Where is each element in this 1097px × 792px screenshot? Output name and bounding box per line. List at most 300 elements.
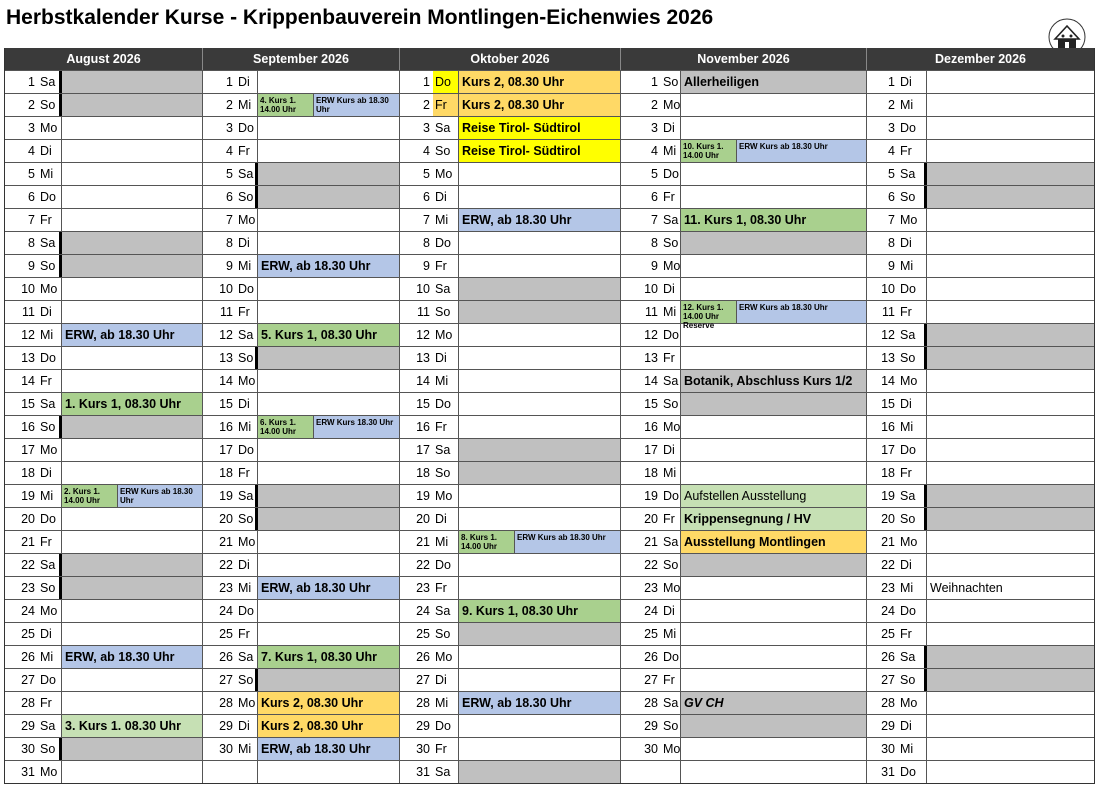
day-cell xyxy=(400,140,621,162)
day-number: 2 xyxy=(651,98,658,112)
day-number: 12 xyxy=(21,328,35,342)
weekday-label: Fr xyxy=(898,462,927,484)
event-empty xyxy=(258,439,399,461)
day-number: 27 xyxy=(644,673,658,687)
weekday-label: Do xyxy=(898,761,927,783)
weekday-label: Fr xyxy=(661,186,681,208)
month-header: August 2026 xyxy=(5,48,203,70)
weekday-label: So xyxy=(38,738,62,760)
day-cell xyxy=(621,692,867,714)
month-header-row xyxy=(5,48,1094,70)
day-cell xyxy=(621,255,867,277)
weekday-label: So xyxy=(898,347,927,369)
day-cell xyxy=(5,370,203,392)
event-empty xyxy=(258,301,399,323)
weekday-label: Mi xyxy=(898,255,927,277)
weekday-label: Sa xyxy=(433,117,459,139)
weekday-label: Mi xyxy=(236,577,258,599)
day-number: 26 xyxy=(644,650,658,664)
event-empty xyxy=(62,71,202,93)
weekday-label: Fr xyxy=(38,209,62,231)
event-empty xyxy=(927,554,1094,576)
weekday-label: Mo xyxy=(38,278,62,300)
day-cell xyxy=(621,94,867,116)
event-label: ERW, ab 18.30 Uhr xyxy=(258,577,399,599)
day-number: 9 xyxy=(28,259,35,273)
day-number: 17 xyxy=(219,443,233,457)
event-empty xyxy=(258,370,399,392)
day-cell xyxy=(400,669,621,691)
event-empty xyxy=(459,186,620,208)
calendar-row xyxy=(5,300,1094,330)
kurs-event: 4. Kurs 1. 14.00 Uhr xyxy=(258,94,314,116)
weekday-label: Fr xyxy=(236,623,258,645)
day-number: 2 xyxy=(423,98,430,112)
day-number: 14 xyxy=(219,374,233,388)
day-number: 23 xyxy=(881,581,895,595)
weekday-label: Di xyxy=(236,393,258,415)
weekday-label: Mo xyxy=(433,163,459,185)
day-number: 25 xyxy=(881,627,895,641)
event-empty xyxy=(62,623,202,645)
day-number: 7 xyxy=(423,213,430,227)
weekday-label: Fr xyxy=(433,577,459,599)
day-cell xyxy=(867,140,1094,162)
day-cell xyxy=(867,186,1094,208)
event-empty xyxy=(258,186,399,208)
day-number: 2 xyxy=(28,98,35,112)
event-empty xyxy=(681,600,866,622)
event-label: ERW, ab 18.30 Uhr xyxy=(459,692,620,714)
day-number: 10 xyxy=(21,282,35,296)
weekday-label: Di xyxy=(661,278,681,300)
day-number: 17 xyxy=(416,443,430,457)
day-number: 15 xyxy=(644,397,658,411)
event-empty xyxy=(62,692,202,714)
event-empty xyxy=(258,531,399,553)
event-empty xyxy=(62,301,202,323)
day-number: 22 xyxy=(21,558,35,572)
month-header: Dezember 2026 xyxy=(934,52,1027,66)
day-number: 22 xyxy=(644,558,658,572)
weekday-label: Mo xyxy=(898,209,927,231)
calendar-row xyxy=(5,116,1094,139)
event-empty xyxy=(258,347,399,369)
calendar-grid xyxy=(4,48,1095,784)
weekday-label: Mo xyxy=(236,209,258,231)
day-cell xyxy=(5,71,203,93)
day-cell xyxy=(867,646,1094,668)
weekday-label: Do xyxy=(433,71,459,93)
day-cell xyxy=(867,347,1094,369)
event-empty xyxy=(62,462,202,484)
day-cell xyxy=(5,278,203,300)
day-cell xyxy=(400,439,621,461)
day-number: 16 xyxy=(219,420,233,434)
day-number: 5 xyxy=(888,167,895,181)
day-number: 26 xyxy=(881,650,895,664)
weekday-label: Di xyxy=(38,623,62,645)
day-number: 25 xyxy=(219,627,233,641)
weekday-label: So xyxy=(433,140,459,162)
day-number: 18 xyxy=(21,466,35,480)
event-empty xyxy=(62,577,202,599)
weekday-label: Di xyxy=(236,715,258,737)
weekday-label: Mo xyxy=(898,370,927,392)
day-number: 26 xyxy=(21,650,35,664)
day-number: 18 xyxy=(881,466,895,480)
day-number: 15 xyxy=(219,397,233,411)
day-cell xyxy=(5,646,203,668)
event-label: 5. Kurs 1, 08.30 Uhr xyxy=(258,324,399,346)
day-number: 23 xyxy=(644,581,658,595)
day-number: 29 xyxy=(644,719,658,733)
event-empty xyxy=(62,140,202,162)
day-number: 6 xyxy=(651,190,658,204)
day-number: 21 xyxy=(881,535,895,549)
day-cell xyxy=(400,600,621,622)
event-label: Aufstellen Ausstellung xyxy=(681,485,866,507)
day-cell xyxy=(203,347,400,369)
weekday-label xyxy=(661,761,681,783)
day-number: 24 xyxy=(219,604,233,618)
day-number: 27 xyxy=(21,673,35,687)
day-number: 6 xyxy=(28,190,35,204)
day-number: 15 xyxy=(416,397,430,411)
day-number: 30 xyxy=(416,742,430,756)
weekday-label: Mo xyxy=(38,439,62,461)
day-number: 17 xyxy=(881,443,895,457)
weekday-label: Mi xyxy=(433,209,459,231)
day-cell xyxy=(867,117,1094,139)
event-empty xyxy=(681,761,866,783)
event-empty xyxy=(927,623,1094,645)
day-number: 20 xyxy=(416,512,430,526)
weekday-label: Mo xyxy=(661,738,681,760)
event-empty xyxy=(681,255,866,277)
weekday-label: Mi xyxy=(38,324,62,346)
kurs-event: 6. Kurs 1. 14.00 Uhr xyxy=(258,416,314,438)
erw-event: ERW Kurs ab 18.30 Uhr xyxy=(515,531,620,553)
weekday-label: Mi xyxy=(661,140,681,162)
event-empty xyxy=(459,347,620,369)
day-cell xyxy=(203,554,400,576)
day-cell xyxy=(400,347,621,369)
day-cell xyxy=(621,669,867,691)
event-empty xyxy=(927,301,1094,323)
day-number: 20 xyxy=(219,512,233,526)
day-number: 12 xyxy=(219,328,233,342)
weekday-label: Sa xyxy=(433,278,459,300)
weekday-label: Fr xyxy=(433,416,459,438)
day-number: 25 xyxy=(644,627,658,641)
kurs-event: 8. Kurs 1. 14.00 Uhr xyxy=(459,531,515,553)
day-cell xyxy=(621,232,867,254)
day-number: 12 xyxy=(644,328,658,342)
weekday-label: Di xyxy=(661,439,681,461)
day-cell xyxy=(203,117,400,139)
event-label: Kurs 2, 08.30 Uhr xyxy=(258,715,399,737)
weekday-label: So xyxy=(236,669,258,691)
event-empty xyxy=(258,623,399,645)
day-number: 24 xyxy=(644,604,658,618)
event-empty xyxy=(681,715,866,737)
day-cell xyxy=(5,623,203,645)
day-number: 31 xyxy=(881,765,895,779)
day-cell xyxy=(400,71,621,93)
weekday-label: Di xyxy=(38,462,62,484)
weekday-label: Di xyxy=(898,554,927,576)
day-cell xyxy=(5,508,203,530)
day-cell xyxy=(867,485,1094,507)
day-cell xyxy=(203,301,400,323)
event-empty xyxy=(681,439,866,461)
event-empty xyxy=(927,692,1094,714)
weekday-label: Di xyxy=(236,554,258,576)
event-empty xyxy=(62,232,202,254)
day-cell xyxy=(5,669,203,691)
calendar-row xyxy=(5,277,1094,300)
day-cell xyxy=(400,761,621,783)
day-cell xyxy=(400,508,621,530)
day-cell xyxy=(203,370,400,392)
event-empty xyxy=(681,554,866,576)
event-empty xyxy=(927,370,1094,392)
day-cell xyxy=(400,462,621,484)
day-cell xyxy=(400,692,621,714)
day-cell xyxy=(203,715,400,737)
weekday-label: Sa xyxy=(661,531,681,553)
event-empty xyxy=(258,485,399,507)
day-cell xyxy=(203,577,400,599)
event-empty xyxy=(459,715,620,737)
event-empty xyxy=(62,439,202,461)
calendar-row xyxy=(5,737,1094,760)
event-empty xyxy=(927,94,1094,116)
calendar-row xyxy=(5,461,1094,484)
calendar-row xyxy=(5,645,1094,668)
event-label: 1. Kurs 1, 08.30 Uhr xyxy=(62,393,202,415)
weekday-label: Di xyxy=(236,71,258,93)
event-empty xyxy=(927,761,1094,783)
weekday-label: So xyxy=(38,255,62,277)
event-label: ERW, ab 18.30 Uhr xyxy=(62,324,202,346)
day-cell xyxy=(400,531,621,553)
day-cell xyxy=(203,646,400,668)
weekday-label: Mi xyxy=(236,416,258,438)
day-cell xyxy=(400,370,621,392)
event-empty xyxy=(681,232,866,254)
day-cell xyxy=(400,186,621,208)
day-number: 19 xyxy=(881,489,895,503)
event-label: 11. Kurs 1, 08.30 Uhr xyxy=(681,209,866,231)
day-cell xyxy=(400,232,621,254)
day-number: 29 xyxy=(881,719,895,733)
calendar-row xyxy=(5,392,1094,415)
calendar-row xyxy=(5,714,1094,737)
weekday-label: Do xyxy=(38,669,62,691)
weekday-label: So xyxy=(661,554,681,576)
event-empty xyxy=(62,508,202,530)
day-cell xyxy=(203,140,400,162)
day-cell xyxy=(867,163,1094,185)
day-number: 9 xyxy=(888,259,895,273)
split-event xyxy=(62,485,202,507)
day-cell xyxy=(867,255,1094,277)
day-number: 18 xyxy=(416,466,430,480)
event-label: Botanik, Abschluss Kurs 1/2 xyxy=(681,370,866,392)
event-empty xyxy=(258,278,399,300)
day-cell xyxy=(867,232,1094,254)
event-empty xyxy=(62,738,202,760)
event-empty xyxy=(927,186,1094,208)
event-empty xyxy=(927,462,1094,484)
day-cell xyxy=(203,393,400,415)
weekday-label: Fr xyxy=(236,301,258,323)
weekday-label: So xyxy=(661,71,681,93)
day-cell xyxy=(621,301,867,330)
day-cell xyxy=(5,554,203,576)
weekday-label: Mo xyxy=(433,324,459,346)
day-cell xyxy=(203,508,400,530)
day-cell xyxy=(621,393,867,415)
day-number: 30 xyxy=(881,742,895,756)
weekday-label: Fr xyxy=(898,623,927,645)
calendar-row xyxy=(5,185,1094,208)
day-cell xyxy=(867,761,1094,783)
event-empty xyxy=(258,462,399,484)
event-label: Weihnachten xyxy=(930,581,1003,595)
day-cell xyxy=(203,439,400,461)
day-cell xyxy=(400,209,621,231)
day-cell xyxy=(5,439,203,461)
day-cell xyxy=(5,301,203,323)
day-number: 24 xyxy=(881,604,895,618)
event-label: ERW, ab 18.30 Uhr xyxy=(258,738,399,760)
day-cell xyxy=(400,738,621,760)
day-number: 9 xyxy=(226,259,233,273)
event-empty xyxy=(62,163,202,185)
weekday-label: Di xyxy=(898,715,927,737)
weekday-label: Sa xyxy=(38,554,62,576)
day-cell xyxy=(621,163,867,185)
weekday-label: So xyxy=(236,347,258,369)
event-empty xyxy=(459,439,620,461)
event-empty xyxy=(459,761,620,783)
erw-event: ERW Kurs ab 18.30 Uhr xyxy=(737,301,866,323)
day-cell xyxy=(400,646,621,668)
day-cell xyxy=(203,761,400,783)
day-number: 19 xyxy=(644,489,658,503)
event-empty xyxy=(681,278,866,300)
day-number: 17 xyxy=(644,443,658,457)
event-empty xyxy=(927,278,1094,300)
weekday-label: So xyxy=(38,94,62,116)
event-empty xyxy=(927,416,1094,438)
weekday-label: Mi xyxy=(898,577,927,599)
day-number: 12 xyxy=(416,328,430,342)
weekday-label: So xyxy=(898,186,927,208)
day-number: 14 xyxy=(644,374,658,388)
day-cell xyxy=(621,209,867,231)
weekday-label: Fr xyxy=(898,301,927,323)
weekday-label: Mi xyxy=(661,462,681,484)
day-number: 28 xyxy=(644,696,658,710)
event-label: Reise Tirol- Südtirol xyxy=(459,117,620,139)
weekday-label: Sa xyxy=(38,71,62,93)
day-cell xyxy=(621,324,867,346)
calendar-row xyxy=(5,599,1094,622)
calendar-row xyxy=(5,323,1094,346)
weekday-label: Di xyxy=(38,301,62,323)
day-cell xyxy=(5,577,203,599)
weekday-label: Mo xyxy=(433,485,459,507)
day-number: 13 xyxy=(219,351,233,365)
weekday-label: Do xyxy=(661,163,681,185)
day-number: 18 xyxy=(219,466,233,480)
day-number: 24 xyxy=(416,604,430,618)
event-empty xyxy=(62,600,202,622)
event-label: Reise Tirol- Südtirol xyxy=(459,140,620,162)
event-empty xyxy=(927,646,1094,668)
event-label: Kurs 2, 08.30 Uhr xyxy=(459,71,620,93)
calendar-row xyxy=(5,139,1094,162)
weekday-label: Mo xyxy=(661,577,681,599)
erw-event: ERW Kurs ab 18.30 Uhr xyxy=(737,140,866,162)
day-cell xyxy=(621,485,867,507)
event-empty xyxy=(459,462,620,484)
event-empty xyxy=(62,531,202,553)
event-empty xyxy=(459,324,620,346)
day-number: 23 xyxy=(21,581,35,595)
day-number: 1 xyxy=(888,75,895,89)
day-cell xyxy=(867,462,1094,484)
weekday-label: Mi xyxy=(661,623,681,645)
weekday-label: Do xyxy=(236,278,258,300)
kurs-event: 10. Kurs 1. 14.00 Uhr xyxy=(681,140,737,162)
day-number: 22 xyxy=(416,558,430,572)
day-number: 10 xyxy=(219,282,233,296)
split-event xyxy=(681,140,866,162)
calendar-row xyxy=(5,760,1094,783)
split-event xyxy=(459,531,620,553)
event-empty xyxy=(459,738,620,760)
event-empty xyxy=(459,163,620,185)
day-number: 6 xyxy=(423,190,430,204)
day-cell xyxy=(5,416,203,438)
day-cell xyxy=(621,577,867,599)
day-cell xyxy=(5,692,203,714)
event-empty xyxy=(258,163,399,185)
day-number: 23 xyxy=(416,581,430,595)
event-empty xyxy=(927,738,1094,760)
day-number: 8 xyxy=(226,236,233,250)
day-number: 27 xyxy=(219,673,233,687)
event-empty xyxy=(258,508,399,530)
weekday-label: Di xyxy=(898,71,927,93)
day-number: 19 xyxy=(219,489,233,503)
day-number: 5 xyxy=(28,167,35,181)
event-empty xyxy=(927,71,1094,93)
day-number: 19 xyxy=(21,489,35,503)
event-label: 9. Kurs 1, 08.30 Uhr xyxy=(459,600,620,622)
day-number: 16 xyxy=(644,420,658,434)
day-number: 4 xyxy=(651,144,658,158)
day-number: 31 xyxy=(21,765,35,779)
weekday-label: Fr xyxy=(433,738,459,760)
day-number: 11 xyxy=(417,305,430,319)
day-cell xyxy=(5,347,203,369)
